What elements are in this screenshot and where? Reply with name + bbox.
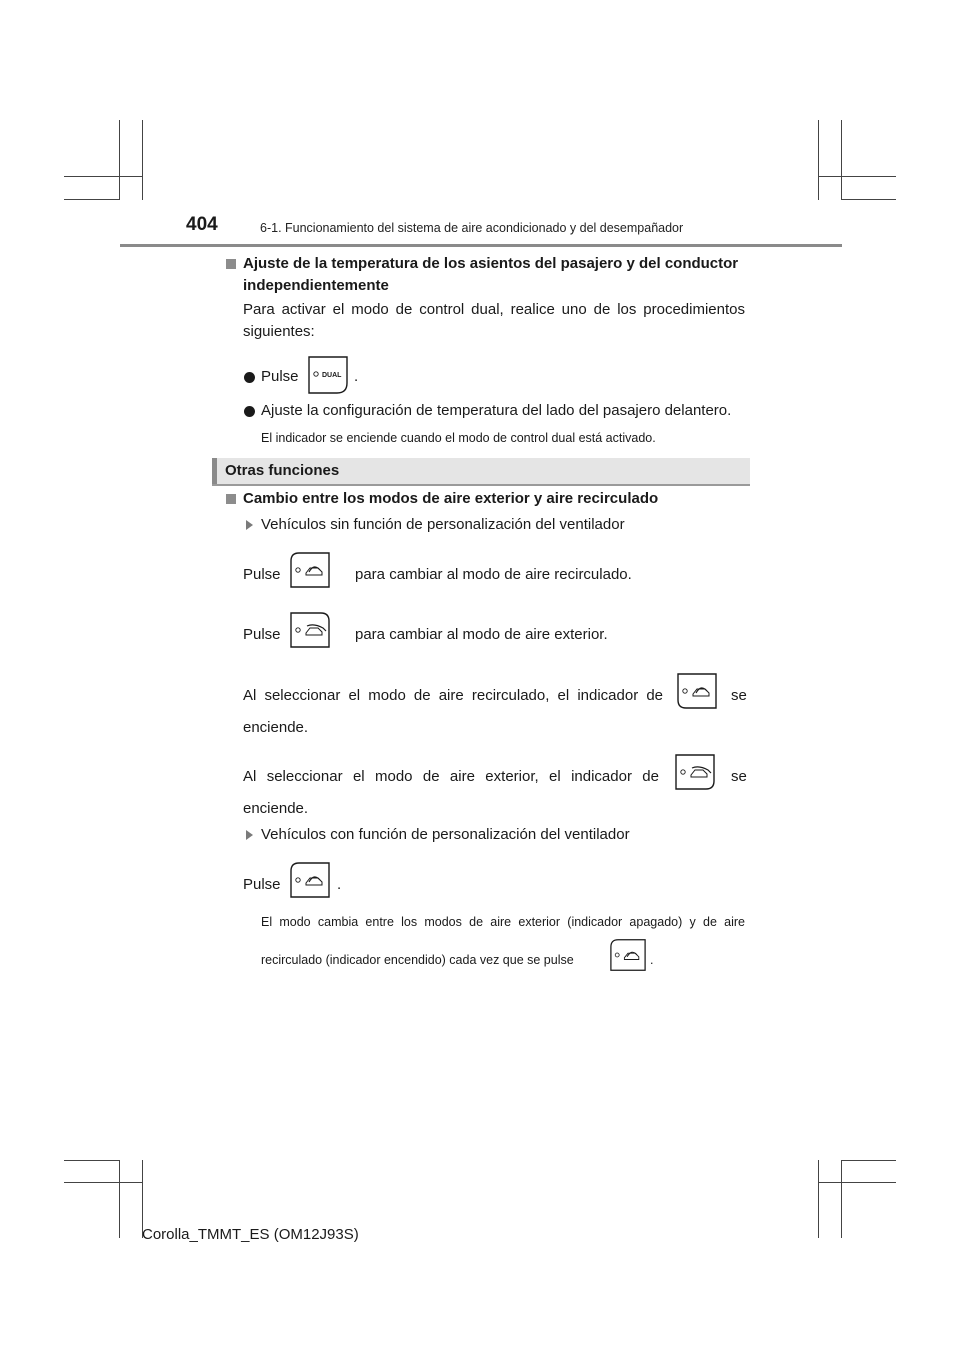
body-text: Al seleccionar el modo de aire recirculado, el indicador de: [243, 687, 663, 704]
crop-mark: [818, 176, 896, 177]
square-bullet-icon: [226, 494, 236, 504]
dual-label: DUAL: [322, 372, 342, 379]
note-text: El indicador se enciende cuando el modo de control dual está activado.: [261, 431, 656, 445]
dot-bullet-icon: [244, 372, 255, 383]
header-rule: [120, 244, 842, 247]
note-text: El modo cambia entre los modos de aire exterior (indicador apagado) y de aire: [261, 915, 745, 929]
body-text: enciende.: [243, 719, 309, 736]
recirc-button-icon: [290, 552, 330, 588]
bullet-text-end: .: [354, 368, 359, 385]
note-text-end: .: [650, 953, 654, 967]
crop-mark: [64, 1182, 142, 1183]
crop-mark: [119, 120, 120, 200]
crop-mark: [841, 120, 842, 200]
crop-mark: [841, 1160, 842, 1238]
sub-heading: Vehículos con función de personalización del ventilador: [261, 826, 630, 843]
crop-mark: [818, 120, 819, 200]
note-text: recirculado (indicador encendido) cada vez que se pulse: [261, 953, 574, 967]
body-text: enciende.: [243, 800, 309, 817]
body-text: siguientes:: [243, 323, 315, 340]
running-header: 6-1. Funcionamiento del sistema de aire acondicionado y del desempañador: [260, 221, 684, 235]
recirc-button-icon: [677, 673, 717, 709]
exterior-air-button-icon: [675, 754, 715, 790]
square-bullet-icon: [226, 259, 236, 269]
body-text: se: [731, 768, 747, 785]
crop-mark: [818, 1160, 819, 1238]
bullet-text: Pulse: [261, 368, 299, 385]
section-heading: Cambio entre los modos de aire exterior y aire recirculado: [243, 490, 659, 507]
body-text: se: [731, 687, 747, 704]
body-text-end: .: [337, 876, 342, 893]
crop-mark: [841, 199, 896, 200]
triangle-bullet-icon: [246, 520, 253, 530]
crop-mark: [818, 1182, 896, 1183]
crop-mark: [64, 1160, 119, 1161]
crop-mark: [142, 120, 143, 200]
recirc-button-icon: [610, 938, 646, 972]
section-bar: [212, 458, 750, 486]
section-bar-accent: [212, 458, 217, 484]
body-text: Al seleccionar el modo de aire exterior, el indicador de: [243, 768, 659, 785]
section-heading-cont: independientemente: [243, 277, 389, 294]
crop-mark: [841, 1160, 896, 1161]
body-text: Para activar el modo de control dual, realice uno de los procedimientos: [243, 301, 745, 318]
section-heading: Ajuste de la temperatura de los asientos del pasajero y del conductor: [243, 255, 739, 272]
dual-button-icon: [308, 356, 348, 394]
recirc-button-icon: [290, 862, 330, 898]
pulse-label: Pulse: [243, 566, 281, 583]
bullet-text: Ajuste la configuración de temperatura del lado del pasajero delantero.: [261, 402, 732, 419]
body-text: para cambiar al modo de aire recirculado.: [355, 566, 632, 583]
crop-mark: [119, 1160, 120, 1238]
exterior-air-button-icon: [290, 612, 330, 648]
footer-doc-id: Corolla_TMMT_ES (OM12J93S): [142, 1226, 359, 1243]
dot-bullet-icon: [244, 406, 255, 417]
triangle-bullet-icon: [246, 830, 253, 840]
section-bar-label: Otras funciones: [225, 462, 340, 479]
sub-heading: Vehículos sin función de personalización del ventilador: [261, 516, 625, 533]
pulse-label: Pulse: [243, 626, 281, 643]
body-text: para cambiar al modo de aire exterior.: [355, 626, 608, 643]
crop-mark: [64, 199, 119, 200]
page-number: 404: [186, 214, 218, 235]
crop-mark: [64, 176, 142, 177]
pulse-label: Pulse: [243, 876, 281, 893]
